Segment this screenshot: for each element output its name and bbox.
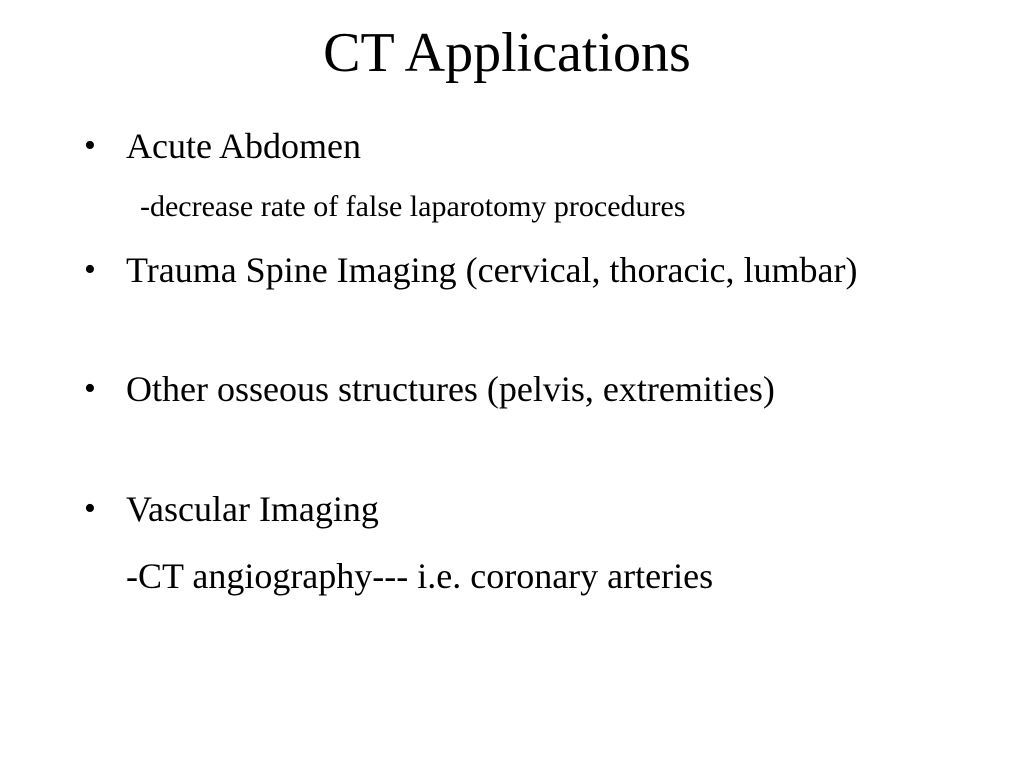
bullet-marker: • — [84, 490, 96, 527]
list-item-text: Acute Abdomen — [126, 126, 361, 166]
bullet-marker: • — [84, 370, 96, 407]
bullet-marker: • — [84, 251, 96, 288]
list-item-subtext: -decrease rate of false laparotomy procedures — [140, 190, 686, 223]
list-item-subtext: -CT angiography--- i.e. coronary arteries — [126, 556, 714, 596]
list-item-text: Vascular Imaging — [126, 489, 379, 529]
list-item-text: Trauma Spine Imaging (cervical, thoracic, lumbar) — [126, 250, 858, 290]
slide-title: CT Applications — [323, 22, 691, 84]
list-item-text: Other osseous structures (pelvis, extremities) — [126, 369, 775, 409]
bullet-marker: • — [84, 127, 96, 164]
